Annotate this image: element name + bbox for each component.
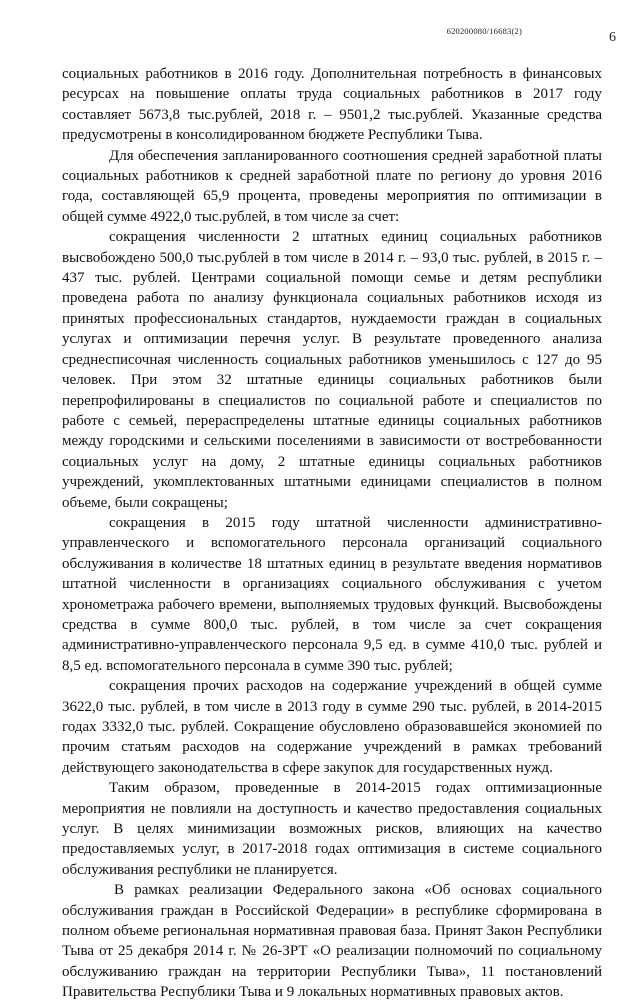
paragraph-other-expenses-reduction: сокращения прочих расходов на содержание учреждений в общей сумме 3622,0 тыс. рублей, в том числе в 2013 году в сумме 290 тыс. рублей, в 2014-2015 годах 3332,0 тыс. рублей. Сокращение обусловлено образовавшейся экономией по прочим статьям расходов на содержание учреждений в рамках требований действующего законодательства в сфере закупок для государственных нужд. xyxy=(62,678,602,776)
page-number: 6 xyxy=(609,30,616,45)
paragraph-federal-law: В рамках реализации Федерального закона «Об основах социального обслуживания граждан в Российской Федерации» в республике сформирована в полном объеме региональная нормативная правовая база. Принят Закон Республики Тыва от 25 декабря 2014 г. № 26-ЗРТ «О реализации полномочий по социальному обслуживанию граждан на территории Республики Тыва», 11 постановлений Правительства Республики Тыва и 9 локальных нормативных правовых актов. xyxy=(62,882,602,1001)
paragraph-admin-staff-reduction: сокращения в 2015 году штатной численности административно-управленческого и вспомогательного персонала организаций социального обслуживания в количестве 18 штатных единиц в результате введения нормативов штатной численности в организациях социального обслуживания с учетом хронометража рабочего времени, выполняемых трудовых функций. Высвобождены средства в сумме 800,0 тыс. рублей, в том числе за счет сокращения административно-управленческого персонала 9,5 ед. в сумме 410,0 тыс. рублей и 8,5 ед. вспомогательного персонала в сумме 390 тыс. рублей; xyxy=(62,514,602,674)
document-code: 620200080/16683(2) xyxy=(446,26,522,36)
paragraph-continuation: социальных работников в 2016 году. Дополнительная потребность в финансовых ресурсах на повышение оплаты труда социальных работников в 2017 году составляет 5673,8 тыс.рублей, 2018 г. – 9501,2 тыс.рублей. Указанные средства предусмотрены в консолидированном бюджете Республики Тыва. xyxy=(62,66,602,144)
paragraph-social-workers-reduction: сокращения численности 2 штатных единиц социальных работников высвобождено 500,0 тыс.рублей в том числе в 2014 г. – 93,0 тыс. рублей, в 2015 г. – 437 тыс. рублей. Центрами социальной помощи семье и детям республики проведена работа по анализу функционала социальных работников исходя из принятых профессиональных стандартов, нуждаемости граждан в социальных услугах и оптимизации перечня услуг. В результате проведенного анализа среднесписочная численность социальных работников уменьшилось с 127 до 95 человек. При этом 32 штатные единицы социальных работников были перепрофилированы в специалистов по социальной работе и специалистов по работе с семьей, перераспределены штатные единицы социальных работников между городскими и сельскими поселениями в зависимости от востребованности социальных услуг на дому, 2 штатные единицы социальных работников учреждений, укомплектованных штатными единицами специалистов в полном объеме, были сокращены; xyxy=(62,229,602,511)
paragraph-optimization-intro: Для обеспечения запланированного соотношения средней заработной платы социальных работников к средней заработной плате по региону до уровня 2016 года, составляющей 65,9 процента, проведены мероприятия по оптимизации в общей сумме 4922,0 тыс.рублей, в том числе за счет: xyxy=(62,147,602,225)
document-body xyxy=(62,64,602,1003)
paragraph-conclusion: Таким образом, проведенные в 2014-2015 годах оптимизационные мероприятия не повлияли на доступность и качество предоставления социальных услуг. В целях минимизации возможных рисков, влияющих на качество предоставляемых услуг, в 2017-2018 годах оптимизация в системе социального обслуживания республики не планируется. xyxy=(62,780,602,878)
